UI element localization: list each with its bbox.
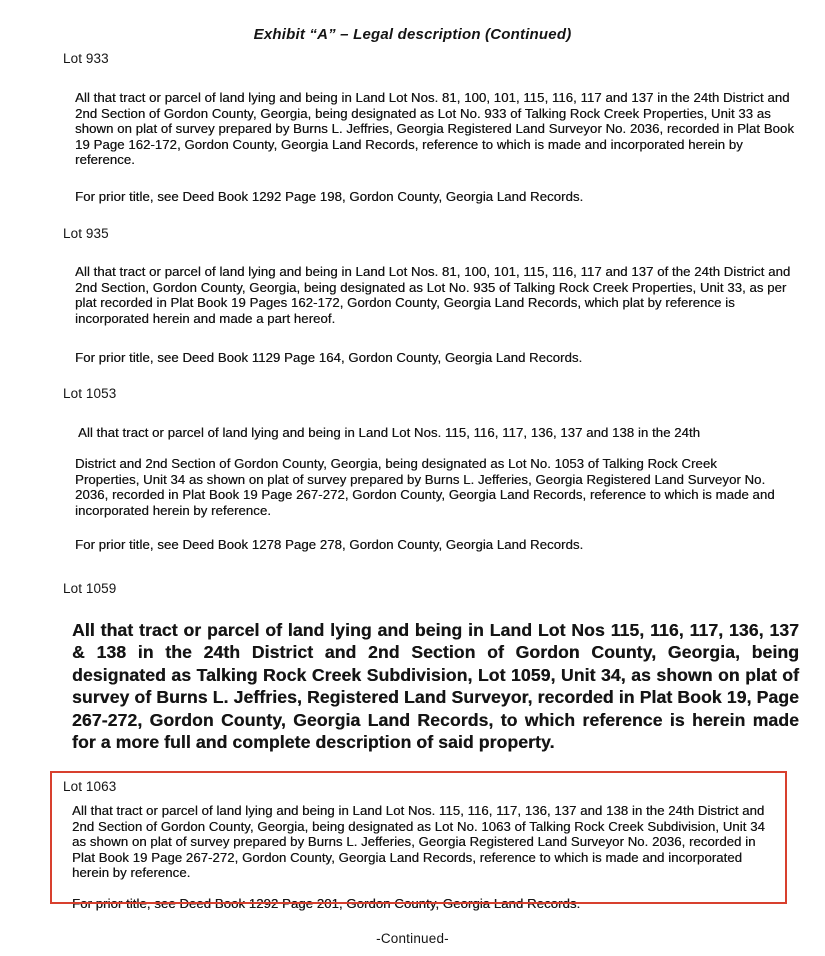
lot-933-prior-title: For prior title, see Deed Book 1292 Page 198, Gordon County, Georgia Land Records. xyxy=(75,189,584,204)
lot-1063-description: All that tract or parcel of land lying and being in Land Lot Nos. 115, 116, 117, 136, 137 and 138 in the 24th District and 2nd Section of Gordon County, Georgia, being designated as Lot No. 1063 of Talking Rock Creek Subdivision, Unit 34 as shown on plat of survey prepared by Burns L. Jefferies, Georgia Registered Land Surveyor No. 2036, recorded in Plat Book 19 Page 267-272, Gordon County, Georgia Land Records, reference to which is made and incorporated herein by reference. xyxy=(72,803,765,881)
lot-1053-description: District and 2nd Section of Gordon County, Georgia, being designated as Lot No. 1053 of Talking Rock Creek Properties, Unit 34 as shown on plat of survey prepared by Burns L. Jefferies, Georgia Registered Land Surveyor No. 2036, recorded in Plat Book 19 Page 267-272, Gordon County, Georgia Land Records, reference to which is made and incorporated herein by reference. xyxy=(75,456,775,518)
lot-1063-prior-title-struck: For prior title, see Deed Book 1292 Page 201, Gordon County, Georgia Land Records. xyxy=(72,896,581,911)
lot-935-description: All that tract or parcel of land lying and being in Land Lot Nos. 81, 100, 101, 115, 116, 117 and 137 of the 24th District and 2nd Section, Gordon County, Georgia, being designated as Lot No. 935 of Talking Rock Creek Properties, Unit 33, as per plat recorded in Plat Book 19 Pages 162-172, Gordon County, Georgia Land Records, which plat by reference is incorporated herein and made a part hereof. xyxy=(75,264,791,326)
lot-933-label: Lot 933 xyxy=(63,51,109,66)
continued-footer: -Continued- xyxy=(376,931,449,946)
lot-933-description: All that tract or parcel of land lying and being in Land Lot Nos. 81, 100, 101, 115, 116, 117 and 137 in the 24th District and 2nd Section of Gordon County, Georgia, being designated as Lot No. 933 of Talking Rock Creek Properties, Unit 33 as shown on plat of survey prepared by Burns L. Jeffries, Georgia Registered Land Surveyor No. 2036, recorded in Plat Book 19 Page 162-172, Gordon County, Georgia Land Records, reference to which is made and incorporated herein by reference. xyxy=(75,90,794,168)
page-title: Exhibit “A” – Legal description (Continued) xyxy=(253,26,572,43)
lot-1059-description: All that tract or parcel of land lying and being in Land Lot Nos 115, 116, 117, 136, 137 & 138 in the 24th District and 2nd Section of Gordon County, Georgia, being designated as Talking Rock Creek Subdivision, Lot 1059, Unit 34, as shown on plat of survey of Burns L. Jeffries, Registered Land Surveyor, recorded in Plat Book 19, Page 267-272, Gordon County, Georgia Land Records, to which reference is herein made for a more full and complete description of said property. xyxy=(72,620,799,753)
lot-935-label: Lot 935 xyxy=(63,226,109,241)
lot-1053-label: Lot 1053 xyxy=(63,386,117,401)
lot-1063-label: Lot 1063 xyxy=(63,779,117,794)
lot-1053-description-intro: All that tract or parcel of land lying and being in Land Lot Nos. 115, 116, 117, 136, 137 and 138 in the 24th xyxy=(78,425,701,440)
lot-1059-label: Lot 1059 xyxy=(63,581,117,596)
lot-1053-prior-title: For prior title, see Deed Book 1278 Page 278, Gordon County, Georgia Land Records. xyxy=(75,537,584,552)
lot-935-prior-title: For prior title, see Deed Book 1129 Page 164, Gordon County, Georgia Land Records. xyxy=(75,350,583,365)
